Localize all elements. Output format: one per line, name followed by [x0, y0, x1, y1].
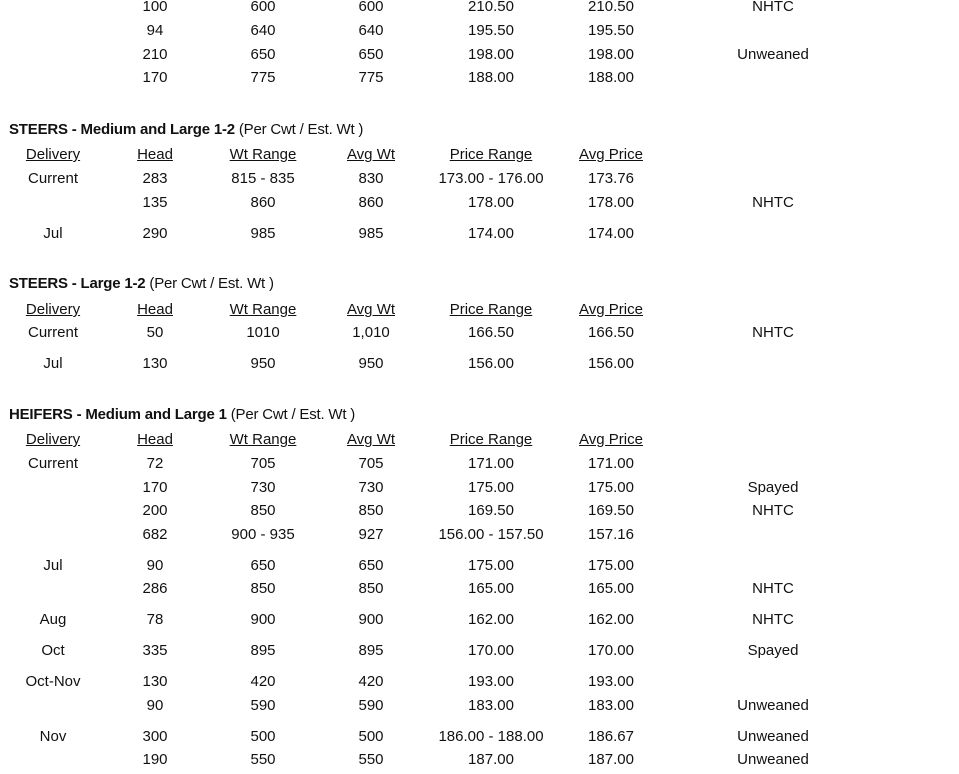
price-range-cell: 174.00: [468, 225, 514, 242]
table-row: [0, 45, 959, 65]
avg-price-cell: 157.16: [588, 526, 634, 543]
header-head: Head: [137, 431, 173, 448]
avg-price-cell: 187.00: [588, 751, 634, 768]
column-header-row: [0, 430, 959, 450]
wt-range-cell: 650: [250, 46, 276, 63]
note-cell: NHTC: [752, 324, 794, 341]
header-delivery: Delivery: [25, 146, 81, 163]
delivery-cell: Current: [27, 455, 79, 472]
delivery-cell: Jul: [43, 225, 63, 242]
price-range-cell: 210.50: [468, 0, 514, 15]
avg-wt-cell: 590: [358, 697, 384, 714]
note-cell: Unweaned: [737, 751, 809, 768]
header-wt-range: Wt Range: [229, 301, 297, 318]
header-avg-price: Avg Price: [579, 431, 643, 448]
avg-price-cell: 174.00: [588, 225, 634, 242]
avg-wt-cell: 830: [358, 170, 384, 187]
price-range-cell: 183.00: [468, 697, 514, 714]
section-title: [9, 405, 355, 425]
avg-price-cell: 170.00: [588, 642, 634, 659]
price-range-cell: 166.50: [468, 324, 514, 341]
note-cell: NHTC: [752, 580, 794, 597]
table-row: [0, 224, 959, 244]
avg-price-cell: 173.76: [588, 170, 634, 187]
table-row: [0, 193, 959, 213]
wt-range-cell: 590: [250, 697, 276, 714]
table-row: [0, 501, 959, 521]
avg-price-cell: 186.67: [588, 728, 634, 745]
head-cell: 135: [142, 194, 168, 211]
avg-wt-cell: 900: [358, 611, 384, 628]
delivery-cell: Aug: [39, 611, 67, 628]
head-cell: 50: [146, 324, 164, 341]
avg-price-cell: 188.00: [588, 69, 634, 86]
price-range-cell: 175.00: [468, 557, 514, 574]
note-cell: NHTC: [752, 502, 794, 519]
avg-wt-cell: 927: [358, 526, 384, 543]
head-cell: 78: [146, 611, 164, 628]
header-head: Head: [137, 301, 173, 318]
wt-range-cell: 895: [250, 642, 276, 659]
price-range-cell: 175.00: [468, 479, 514, 496]
delivery-cell: Jul: [43, 557, 63, 574]
avg-wt-cell: 650: [358, 46, 384, 63]
price-range-cell: 195.50: [468, 22, 514, 39]
avg-wt-cell: 775: [358, 69, 384, 86]
delivery-cell: Oct-Nov: [25, 673, 81, 690]
section-title-units: (Per Cwt / Est. Wt ): [234, 121, 364, 138]
avg-wt-cell: 850: [358, 580, 384, 597]
avg-price-cell: 166.50: [588, 324, 634, 341]
avg-wt-cell: 550: [358, 751, 384, 768]
avg-price-cell: 156.00: [588, 355, 634, 372]
avg-price-cell: 193.00: [588, 673, 634, 690]
avg-wt-cell: 950: [358, 355, 384, 372]
wt-range-cell: 600: [250, 0, 276, 15]
note-cell: Unweaned: [737, 697, 809, 714]
avg-price-cell: 175.00: [588, 479, 634, 496]
price-range-cell: 178.00: [468, 194, 514, 211]
price-range-cell: 186.00 - 188.00: [438, 728, 544, 745]
section-title: [9, 120, 363, 140]
delivery-cell: Jul: [43, 355, 63, 372]
table-row: [0, 0, 959, 17]
table-row: [0, 696, 959, 716]
head-cell: 682: [142, 526, 168, 543]
note-cell: Spayed: [747, 479, 799, 496]
section-title-main: STEERS - Medium and Large 1-2: [9, 121, 235, 138]
wt-range-cell: 640: [250, 22, 276, 39]
head-cell: 286: [142, 580, 168, 597]
price-range-cell: 162.00: [468, 611, 514, 628]
wt-range-cell: 860: [250, 194, 276, 211]
avg-price-cell: 195.50: [588, 22, 634, 39]
header-avg-wt: Avg Wt: [346, 431, 396, 448]
table-row: [0, 727, 959, 747]
price-range-cell: 169.50: [468, 502, 514, 519]
wt-range-cell: 1010: [246, 324, 280, 341]
head-cell: 335: [142, 642, 168, 659]
table-row: [0, 354, 959, 374]
column-header-row: [0, 300, 959, 320]
avg-wt-cell: 895: [358, 642, 384, 659]
header-avg-price: Avg Price: [579, 301, 643, 318]
avg-price-cell: 198.00: [588, 46, 634, 63]
table-row: [0, 750, 959, 770]
head-cell: 130: [142, 355, 168, 372]
avg-wt-cell: 420: [358, 673, 384, 690]
section-title-main: STEERS - Large 1-2: [9, 275, 146, 292]
wt-range-cell: 705: [250, 455, 276, 472]
avg-price-cell: 169.50: [588, 502, 634, 519]
delivery-cell: Nov: [39, 728, 67, 745]
table-row: [0, 579, 959, 599]
delivery-cell: Oct: [41, 642, 65, 659]
avg-price-cell: 178.00: [588, 194, 634, 211]
note-cell: NHTC: [752, 611, 794, 628]
avg-price-cell: 171.00: [588, 455, 634, 472]
header-wt-range: Wt Range: [229, 146, 297, 163]
column-header-row: [0, 145, 959, 165]
head-cell: 72: [146, 455, 164, 472]
note-cell: NHTC: [752, 194, 794, 211]
avg-wt-cell: 1,010: [352, 324, 390, 341]
avg-wt-cell: 850: [358, 502, 384, 519]
table-row: [0, 21, 959, 41]
price-range-cell: 170.00: [468, 642, 514, 659]
table-row: [0, 68, 959, 88]
head-cell: 170: [142, 479, 168, 496]
head-cell: 190: [142, 751, 168, 768]
wt-range-cell: 850: [250, 502, 276, 519]
avg-wt-cell: 650: [358, 557, 384, 574]
header-price-range: Price Range: [449, 431, 533, 448]
table-row: [0, 323, 959, 343]
avg-wt-cell: 730: [358, 479, 384, 496]
head-cell: 100: [142, 0, 168, 15]
header-price-range: Price Range: [449, 146, 533, 163]
header-avg-wt: Avg Wt: [346, 301, 396, 318]
price-range-cell: 156.00 - 157.50: [438, 526, 544, 543]
note-cell: Unweaned: [737, 46, 809, 63]
wt-range-cell: 950: [250, 355, 276, 372]
avg-wt-cell: 640: [358, 22, 384, 39]
head-cell: 90: [146, 557, 164, 574]
wt-range-cell: 850: [250, 580, 276, 597]
table-row: [0, 556, 959, 576]
avg-price-cell: 162.00: [588, 611, 634, 628]
price-range-cell: 187.00: [468, 751, 514, 768]
wt-range-cell: 900: [250, 611, 276, 628]
price-range-cell: 171.00: [468, 455, 514, 472]
avg-wt-cell: 705: [358, 455, 384, 472]
avg-price-cell: 210.50: [588, 0, 634, 15]
header-avg-wt: Avg Wt: [346, 146, 396, 163]
avg-price-cell: 175.00: [588, 557, 634, 574]
header-wt-range: Wt Range: [229, 431, 297, 448]
avg-price-cell: 183.00: [588, 697, 634, 714]
price-range-cell: 188.00: [468, 69, 514, 86]
section-title: [9, 274, 274, 294]
price-range-cell: 198.00: [468, 46, 514, 63]
head-cell: 200: [142, 502, 168, 519]
header-price-range: Price Range: [449, 301, 533, 318]
avg-wt-cell: 860: [358, 194, 384, 211]
wt-range-cell: 550: [250, 751, 276, 768]
section-title-units: (Per Cwt / Est. Wt ): [145, 275, 274, 292]
table-row: [0, 169, 959, 189]
price-range-cell: 193.00: [468, 673, 514, 690]
avg-wt-cell: 985: [358, 225, 384, 242]
price-range-cell: 156.00: [468, 355, 514, 372]
head-cell: 130: [142, 673, 168, 690]
table-row: [0, 610, 959, 630]
delivery-cell: Current: [27, 170, 79, 187]
head-cell: 210: [142, 46, 168, 63]
avg-wt-cell: 600: [358, 0, 384, 15]
table-row: [0, 641, 959, 661]
avg-price-cell: 165.00: [588, 580, 634, 597]
note-cell: NHTC: [752, 0, 794, 15]
section-title-main: HEIFERS - Medium and Large 1: [9, 406, 227, 423]
head-cell: 170: [142, 69, 168, 86]
avg-wt-cell: 500: [358, 728, 384, 745]
section-title-units: (Per Cwt / Est. Wt ): [226, 406, 356, 423]
wt-range-cell: 900 - 935: [231, 526, 295, 543]
table-row: [0, 478, 959, 498]
table-row: [0, 672, 959, 692]
head-cell: 290: [142, 225, 168, 242]
wt-range-cell: 775: [250, 69, 276, 86]
delivery-cell: Current: [27, 324, 79, 341]
wt-range-cell: 730: [250, 479, 276, 496]
wt-range-cell: 815 - 835: [231, 170, 295, 187]
price-range-cell: 173.00 - 176.00: [438, 170, 544, 187]
head-cell: 283: [142, 170, 168, 187]
header-delivery: Delivery: [25, 301, 81, 318]
header-head: Head: [137, 146, 173, 163]
note-cell: Spayed: [747, 642, 799, 659]
head-cell: 90: [146, 697, 164, 714]
price-range-cell: 165.00: [468, 580, 514, 597]
wt-range-cell: 650: [250, 557, 276, 574]
wt-range-cell: 420: [250, 673, 276, 690]
wt-range-cell: 985: [250, 225, 276, 242]
note-cell: Unweaned: [737, 728, 809, 745]
head-cell: 94: [146, 22, 164, 39]
table-row: [0, 454, 959, 474]
wt-range-cell: 500: [250, 728, 276, 745]
head-cell: 300: [142, 728, 168, 745]
header-delivery: Delivery: [25, 431, 81, 448]
header-avg-price: Avg Price: [579, 146, 643, 163]
table-row: [0, 525, 959, 545]
